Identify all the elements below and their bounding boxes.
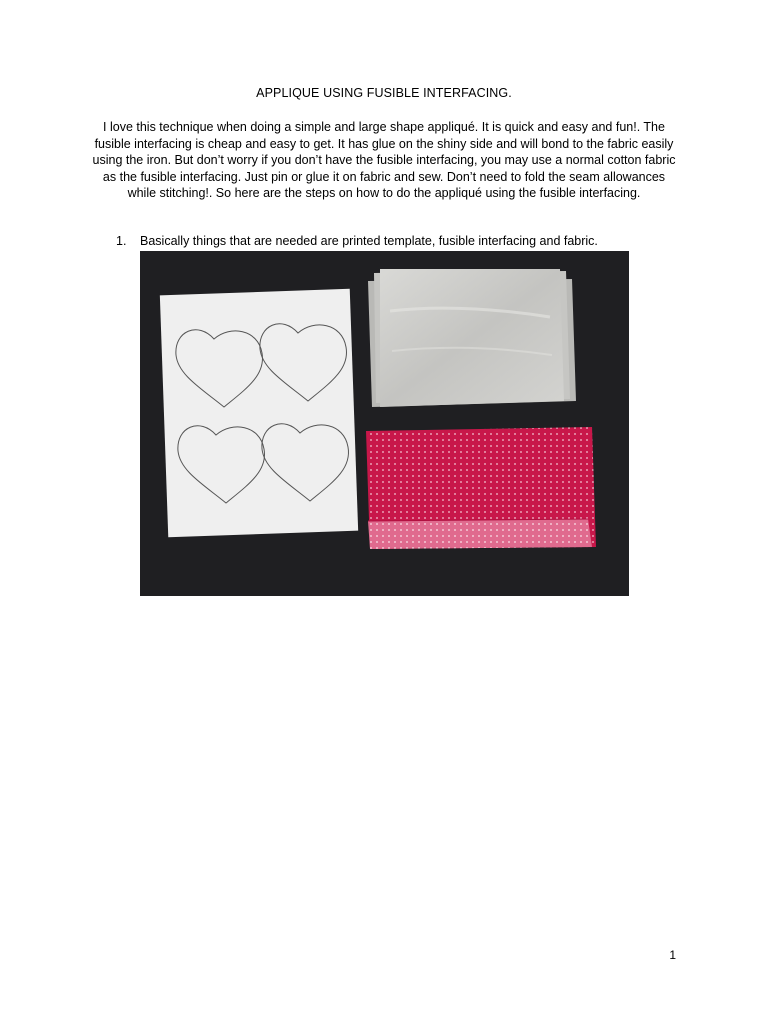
- document-title: APPLIQUE USING FUSIBLE INTERFACING.: [256, 86, 512, 100]
- intro-paragraph: I love this technique when doing a simple and large shape appliqué. It is quick and easy and fun!. The fusible interfacing is cheap and easy to get. It has glue on the shiny side and will bond to the fabric easily using the iron. But don’t worry if you don’t have the fusible interfacing, you may use a normal cotton fabric as the fusible interfacing. Just pin or glue it on fabric and sew. Don’t need to fold the seam allowances while stitching!. So here are the steps on how to do the appliqué using the fusible interfacing.: [92, 120, 676, 200]
- step-text: Basically things that are needed are printed template, fusible interfacing and fabric.: [140, 234, 598, 248]
- page-number: 1: [669, 948, 676, 962]
- fusible-interfacing: [368, 269, 576, 407]
- materials-photo-illustration: [140, 251, 629, 596]
- heart-template-sheet: [160, 289, 358, 537]
- step-number: 1.: [116, 234, 127, 248]
- step-item: [116, 234, 676, 248]
- red-polka-dot-fabric: [366, 427, 596, 549]
- materials-photo: [140, 251, 629, 596]
